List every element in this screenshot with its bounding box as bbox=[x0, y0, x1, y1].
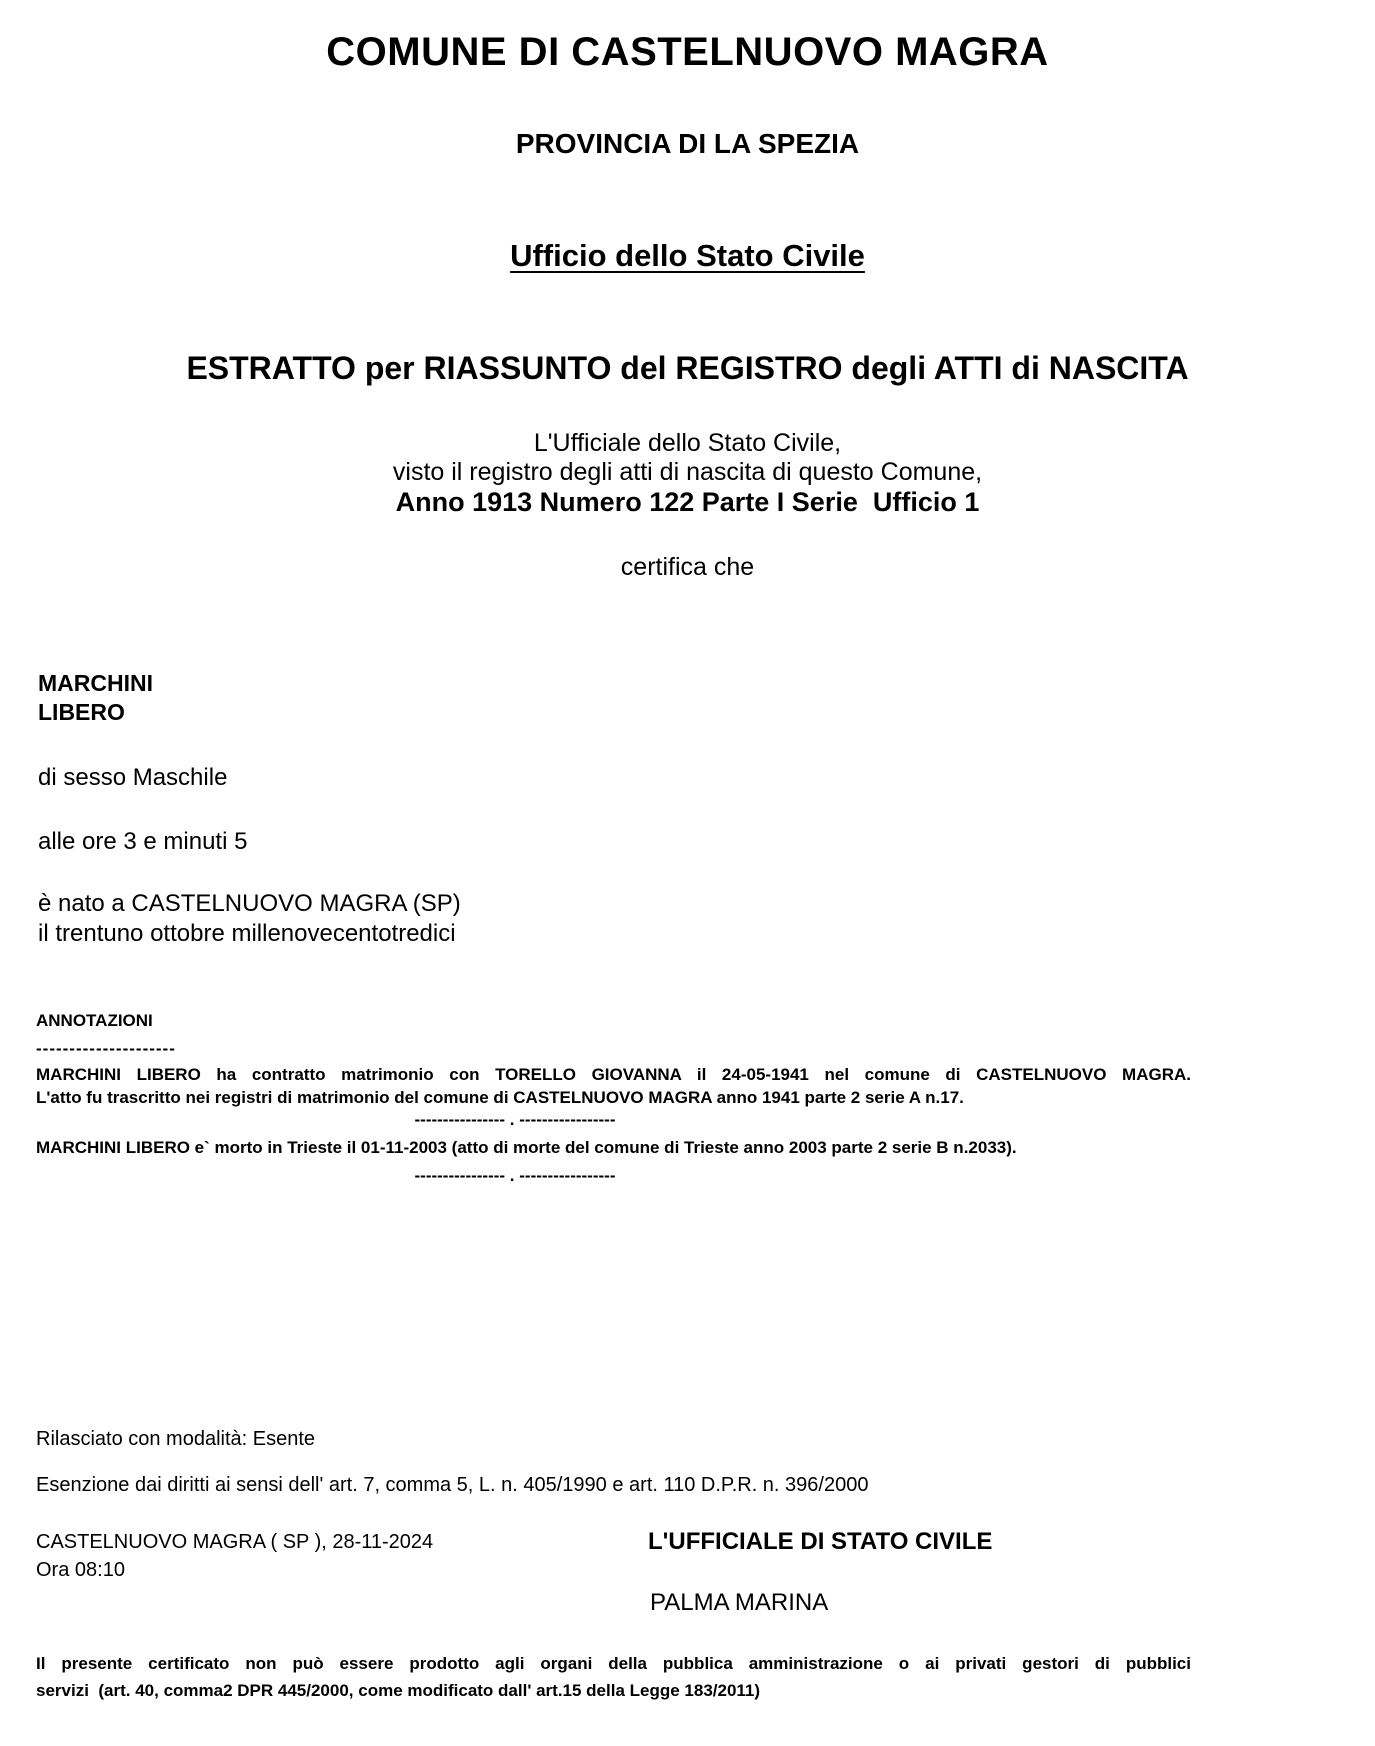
province-subtitle: PROVINCIA DI LA SPEZIA bbox=[515, 128, 860, 159]
official-title: L'UFFICIALE DI STATO CIVILE bbox=[648, 1528, 993, 1555]
annotations-label: ANNOTAZIONI bbox=[36, 1011, 153, 1030]
annotation-separator-2: ---------------- . ----------------- bbox=[414, 1166, 616, 1185]
official-name: PALMA MARINA bbox=[650, 1589, 829, 1616]
office-heading bbox=[0, 238, 1375, 274]
intro-line-1: L'Ufficiale dello Stato Civile, bbox=[533, 429, 842, 457]
legal-footer-block bbox=[36, 1650, 1191, 1704]
person-given-name: LIBERO bbox=[38, 699, 125, 725]
annotation-marriage-line-1: MARCHINI LIBERO ha contratto matrimonio con TORELLO GIOVANNA il 24-05-1941 nel comune di CASTELNUOVO MAGRA. bbox=[36, 1065, 1191, 1084]
birth-time-line: alle ore 3 e minuti 5 bbox=[38, 828, 248, 855]
annotation-death-line-1: MARCHINI LIBERO e` morto in Trieste il 01-11-2003 (atto di morte del comune di Trieste anno 2003 parte 2 serie B n.2033). bbox=[36, 1138, 1017, 1157]
document-heading: ESTRATTO per RIASSUNTO del REGISTRO degli ATTI di NASCITA bbox=[186, 350, 1189, 386]
certifies-line: certifica che bbox=[620, 553, 755, 581]
office-heading-text: Ufficio dello Stato Civile bbox=[510, 238, 865, 273]
intro-line-2: visto il registro degli atti di nascita di questo Comune, bbox=[392, 458, 983, 486]
issue-place-date-line: CASTELNUOVO MAGRA ( SP ), 28-11-2024 bbox=[36, 1531, 434, 1553]
legal-footer-line-2: servizi (art. 40, comma2 DPR 445/2000, come modificato dall' art.15 della Legge 183/2011) bbox=[36, 1681, 761, 1700]
annotation-entry-death bbox=[36, 1136, 1194, 1159]
annotation-marriage-line-2: L'atto fu trascritto nei registri di matrimonio del comune di CASTELNUOVO MAGRA anno 1941 parte 2 serie A n.17. bbox=[36, 1088, 964, 1107]
annotation-separator-1: ---------------- . ----------------- bbox=[414, 1110, 616, 1129]
commune-title: COMUNE DI CASTELNUOVO MAGRA bbox=[326, 30, 1049, 74]
person-name-block bbox=[38, 669, 153, 727]
legal-footer-line-1: Il presente certificato non può essere prodotto agli organi della pubblica amministrazione o ai privati gestori di pubblici bbox=[36, 1654, 1191, 1673]
person-surname: MARCHINI bbox=[38, 670, 153, 696]
person-sex-line: di sesso Maschile bbox=[38, 764, 228, 791]
birth-date-line: il trentuno ottobre millenovecentotredici bbox=[38, 920, 456, 947]
birth-place-date-block bbox=[38, 889, 461, 949]
annotations-underline-dashes: --------------------- bbox=[36, 1039, 176, 1058]
release-modality-line: Rilasciato con modalità: Esente bbox=[36, 1428, 316, 1450]
registry-reference-line: Anno 1913 Numero 122 Parte I Serie Ufficio 1 bbox=[395, 487, 980, 517]
annotation-entry-marriage bbox=[36, 1063, 1191, 1109]
birth-place-line: è nato a CASTELNUOVO MAGRA (SP) bbox=[38, 890, 461, 917]
issue-time-line: Ora 08:10 bbox=[36, 1559, 125, 1581]
exemption-line: Esenzione dai diritti ai sensi dell' art. 7, comma 5, L. n. 405/1990 e art. 110 D.P.R. n. 396/2000 bbox=[36, 1474, 869, 1496]
